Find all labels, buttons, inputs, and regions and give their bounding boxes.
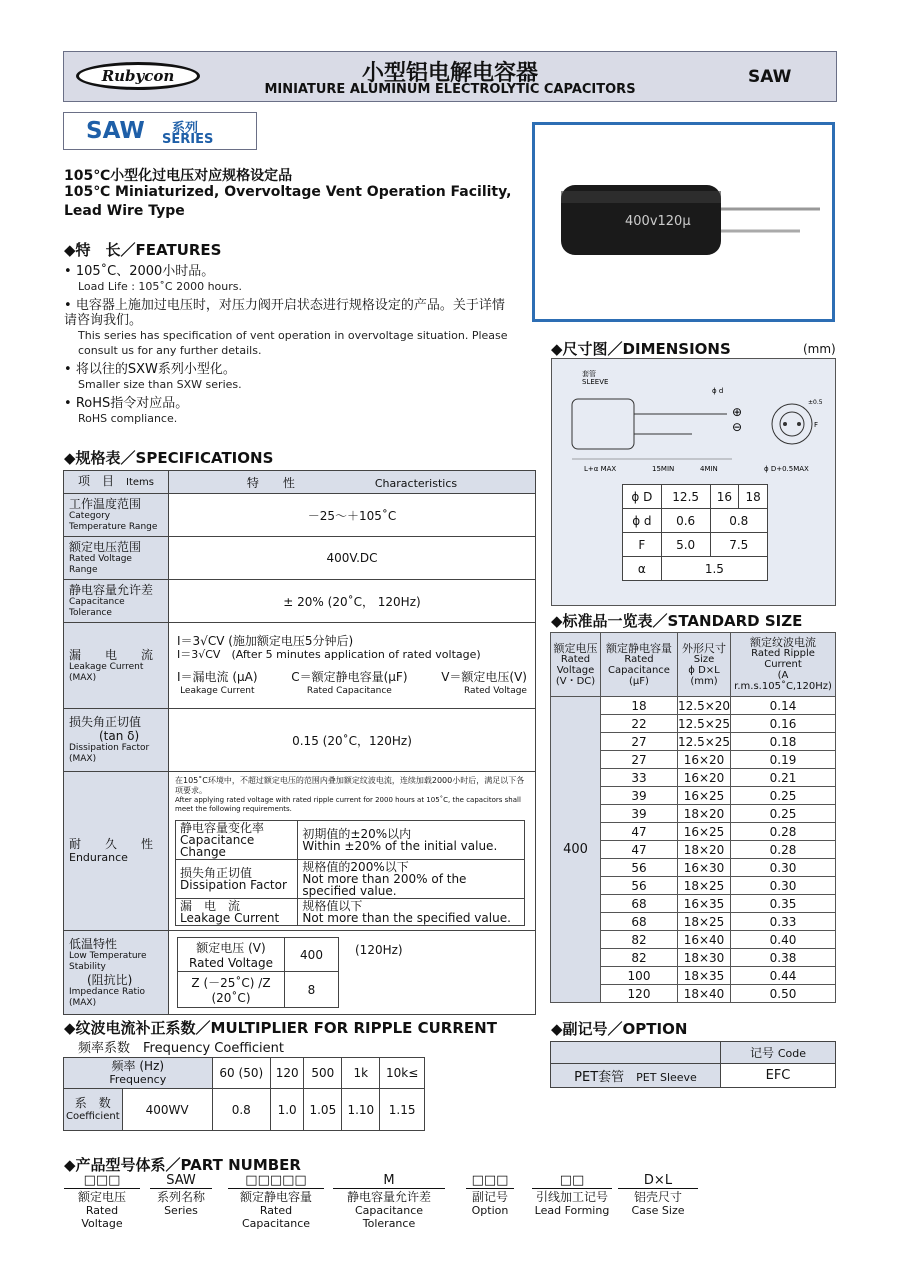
tolerance-label: ±0.5 bbox=[808, 399, 823, 406]
label-en: Leakage Current (MAX) bbox=[69, 661, 144, 683]
std-size: 18×25 bbox=[678, 913, 731, 931]
end-item-en: Leakage Current bbox=[180, 911, 280, 925]
spec-label bbox=[64, 709, 169, 772]
sleeve-cn-label: 套管 bbox=[582, 370, 596, 378]
series-name: SAW bbox=[86, 118, 145, 144]
std-ripple: 0.28 bbox=[731, 841, 836, 859]
option-code-head bbox=[721, 1042, 836, 1064]
std-size: 16×25 bbox=[678, 787, 731, 805]
tagline-cn: 105℃小型化过电压对应规格设定品 bbox=[64, 168, 293, 184]
spec-label bbox=[64, 772, 169, 931]
std-size: 12.5×20 bbox=[678, 698, 731, 713]
ripple-title: ◆纹波电流补正系数／MULTIPLIER FOR RIPPLE CURRENT bbox=[64, 1019, 497, 1037]
std-ripple: 0.44 bbox=[731, 967, 836, 985]
std-head-cn: 外形尺寸 bbox=[682, 641, 727, 655]
part-code: □□□ bbox=[466, 1174, 514, 1189]
end-item bbox=[176, 821, 298, 860]
dim-cell: ϕ d bbox=[623, 509, 662, 533]
dimension-diagram bbox=[552, 359, 835, 479]
std-ripple: 0.28 bbox=[731, 823, 836, 841]
label-cn: 漏 电 流 bbox=[69, 647, 154, 662]
feature-cn: RoHS指令对应品。 bbox=[75, 396, 189, 411]
leak-i-en: Leakage Current bbox=[180, 685, 255, 696]
label-en: Rated Voltage Range bbox=[69, 554, 132, 575]
endurance-note-cn: 在105˚C环境中，不超过额定电压的范围内叠加额定纹波电流，连续加载2000小时后，满足以下各项要求。 bbox=[175, 776, 525, 795]
endurance-detail bbox=[169, 772, 536, 931]
spec-value: －25～＋105˚C bbox=[169, 494, 536, 537]
series-label-cn: 系列 bbox=[172, 121, 199, 136]
dim-cell: 0.8 bbox=[710, 509, 767, 533]
min15-label: 15MIN bbox=[652, 465, 675, 473]
product-photo bbox=[532, 122, 835, 322]
spec-head-item bbox=[64, 471, 169, 494]
endurance-table bbox=[175, 820, 525, 926]
minus-icon: ⊖ bbox=[732, 420, 743, 434]
std-voltage: 400 bbox=[551, 697, 601, 1003]
label-cn2: (tan δ) bbox=[99, 729, 140, 743]
end-req-en: Not more than the specified value. bbox=[302, 911, 511, 925]
std-head-cn: 额定纹波电流 bbox=[750, 636, 817, 649]
low-temp-detail bbox=[169, 931, 536, 1015]
std-capacitance: 47 bbox=[601, 823, 678, 841]
coef-head bbox=[64, 1089, 123, 1131]
endurance-note-en: After applying rated voltage with rated ripple current for 2000 hours at 105˚C, the capacitors shall meet the following requirements. bbox=[175, 796, 521, 813]
feature-en: This series has specification of vent operation in overvoltage situation. Please consult us for any further details. bbox=[78, 329, 508, 357]
coef-cell: 0.8 bbox=[212, 1089, 270, 1131]
dimension-table bbox=[622, 484, 768, 581]
part-segment bbox=[618, 1174, 698, 1217]
standard-row bbox=[551, 697, 836, 715]
spec-value: 0.15 (20˚C，120Hz) bbox=[169, 709, 536, 772]
freq-cell: 120 bbox=[270, 1058, 303, 1089]
std-head-en: Size bbox=[693, 653, 715, 665]
end-req-cn: 初期值的±20%以内 bbox=[302, 827, 412, 841]
std-size: 18×35 bbox=[678, 967, 731, 985]
label-cn2: (阻抗比) bbox=[87, 972, 133, 987]
std-capacitance: 18 bbox=[601, 697, 678, 715]
coef-cell: 1.0 bbox=[270, 1089, 303, 1131]
dim-cell: ϕ D bbox=[623, 485, 662, 509]
series-code: SAW bbox=[748, 67, 792, 87]
freq-cell: 10k≤ bbox=[380, 1058, 425, 1089]
head-cn: 特 性 bbox=[246, 475, 295, 490]
head-cn: 项 目 bbox=[77, 474, 114, 488]
spec-value: 400V.DC bbox=[169, 537, 536, 580]
label-en: Low Temperature Stability bbox=[69, 950, 147, 972]
dim-cell: 7.5 bbox=[710, 533, 767, 557]
page-title-cn: 小型铝电解电容器 bbox=[361, 61, 538, 86]
std-size: 16×20 bbox=[678, 769, 731, 787]
std-size: 12.5×25 bbox=[678, 716, 731, 731]
coef-cell: 1.10 bbox=[342, 1089, 380, 1131]
dim-cell: 18 bbox=[739, 485, 768, 509]
feature-item: • 电容器上施加过电压时，对压力阀开启状态进行规格设定的产品。关于详情请咨询我们。 This series has specification of vent operation in overvoltage situation. Please consult us for any further details. bbox=[64, 298, 514, 358]
feature-item: • RoHS指令对应品。 RoHS compliance. bbox=[64, 396, 514, 426]
std-ripple: 0.16 bbox=[731, 715, 836, 733]
feature-en: RoHS compliance. bbox=[78, 412, 178, 425]
label-en2: Impedance Ratio (MAX) bbox=[69, 986, 146, 1008]
spec-head-char bbox=[169, 471, 536, 494]
std-capacitance: 27 bbox=[601, 733, 678, 751]
end-req bbox=[298, 821, 525, 860]
dim-cell: α bbox=[623, 557, 662, 581]
head-en: Characteristics bbox=[374, 476, 458, 490]
std-head-size bbox=[678, 633, 731, 697]
specs-title: ◆规格表／SPECIFICATIONS bbox=[64, 449, 274, 467]
std-size: 18×25 bbox=[678, 877, 731, 895]
features-list bbox=[64, 264, 514, 430]
std-head-voltage bbox=[551, 633, 601, 697]
std-size: 18×30 bbox=[678, 949, 731, 967]
option-item-cn: PET套管 bbox=[574, 1070, 625, 1085]
feature-item: • 105˚C、2000小时品。 Load Life : 105˚C 2000 hours. bbox=[64, 264, 514, 294]
end-item-cn: 静电容量变化率 bbox=[180, 821, 265, 835]
label-cn: 低温特性 bbox=[69, 936, 118, 951]
part-code: SAW bbox=[150, 1174, 212, 1189]
std-head-en: Rated Ripple Current bbox=[751, 648, 815, 670]
option-blank bbox=[551, 1042, 721, 1064]
std-head-cn: 额定电压 bbox=[553, 641, 598, 655]
leak-v-en: Rated Voltage bbox=[464, 685, 527, 696]
std-ripple: 0.35 bbox=[731, 895, 836, 913]
leak-c-en: Rated Capacitance bbox=[306, 685, 392, 696]
standard-table bbox=[550, 632, 836, 1003]
std-ripple: 0.40 bbox=[731, 931, 836, 949]
std-head-capacitance bbox=[601, 633, 678, 697]
feature-cn: 将以往的SXW系列小型化。 bbox=[75, 362, 236, 377]
end-req bbox=[298, 860, 525, 899]
leak-c-cn: C＝额定静电容量(μF) bbox=[291, 669, 408, 684]
coef-cell: 1.15 bbox=[380, 1089, 425, 1131]
freq-cell: 1k bbox=[342, 1058, 380, 1089]
std-capacitance: 56 bbox=[601, 859, 678, 877]
std-head-cn: 额定静电容量 bbox=[606, 641, 672, 655]
option-item bbox=[551, 1064, 721, 1088]
spec-label bbox=[64, 623, 169, 709]
option-title: ◆副记号／OPTION bbox=[551, 1020, 688, 1038]
ripple-table bbox=[63, 1057, 425, 1131]
label-cn: 额定电压范围 bbox=[69, 540, 142, 554]
rv-head-en: Rated Voltage bbox=[189, 956, 273, 970]
std-capacitance: 39 bbox=[601, 787, 678, 805]
phid-label: ϕ d bbox=[712, 387, 724, 395]
wv-cell: 400WV bbox=[122, 1089, 212, 1131]
part-segment bbox=[532, 1174, 612, 1217]
spec-label bbox=[64, 494, 169, 537]
std-size: 16×25 bbox=[678, 823, 731, 841]
part-title: ◆产品型号体系／PART NUMBER bbox=[64, 1156, 301, 1174]
part-cn: 引线加工记号 bbox=[535, 1190, 608, 1204]
leak-formula bbox=[169, 623, 536, 709]
std-ripple: 0.38 bbox=[731, 949, 836, 967]
tagline-en-1: 105℃ Miniaturized, Overvoltage Vent Operation Facility, bbox=[64, 184, 512, 200]
label-cn: 耐 久 性 bbox=[69, 837, 154, 851]
std-head-en: Rated Capacitance (μF) bbox=[608, 653, 670, 687]
dimension-drawing bbox=[551, 358, 836, 606]
std-ripple: 0.18 bbox=[731, 733, 836, 751]
dim-cell: 12.5 bbox=[661, 485, 710, 509]
std-capacitance: 82 bbox=[601, 949, 678, 967]
part-en: Rated Capacitance bbox=[241, 1204, 311, 1230]
leak-v-cn: V＝额定电压(V) bbox=[441, 669, 527, 684]
std-head-ripple bbox=[731, 633, 836, 697]
std-capacitance: 27 bbox=[601, 751, 678, 769]
part-cn: 静电容量允许差 bbox=[346, 1190, 431, 1204]
leak-i bbox=[177, 670, 258, 698]
sleeve-en-label: SLEEVE bbox=[582, 378, 609, 386]
part-code: D×L bbox=[618, 1174, 698, 1189]
leak-c bbox=[291, 670, 407, 698]
coef-head-cn: 系 数 bbox=[74, 1095, 111, 1110]
end-item bbox=[176, 899, 298, 926]
feature-en: Load Life : 105˚C 2000 hours. bbox=[78, 280, 242, 293]
label-en: Dissipation Factor (MAX) bbox=[69, 743, 150, 764]
part-code: □□□ bbox=[64, 1174, 140, 1189]
end-item-cn: 损失角正切值 bbox=[180, 866, 253, 880]
leak-formula-cn: I＝3√CV (施加额定电压5分钟后) bbox=[177, 633, 354, 648]
svg-text:400v120μ: 400v120μ bbox=[625, 214, 691, 229]
part-cn: 额定电压 bbox=[77, 1190, 126, 1204]
std-ripple: 0.30 bbox=[731, 859, 836, 877]
part-code: □□□□□ bbox=[228, 1174, 324, 1189]
std-size: 18×40 bbox=[678, 985, 731, 1003]
code-head-cn: 记号 bbox=[749, 1046, 774, 1060]
end-item bbox=[176, 860, 298, 899]
coef-head-en: Coefficient bbox=[66, 1110, 120, 1122]
std-capacitance: 47 bbox=[601, 841, 678, 859]
z-ratio-label: Z (－25˚C) /Z (20˚C) bbox=[178, 972, 285, 1008]
ripple-subtitle: 频率系数 Frequency Coefficient bbox=[78, 1041, 284, 1056]
capacitor-image bbox=[535, 125, 832, 319]
feature-en: Smaller size than SXW series. bbox=[78, 378, 242, 391]
part-cn: 副记号 bbox=[471, 1190, 508, 1204]
std-capacitance: 39 bbox=[601, 805, 678, 823]
label-en: Category Temperature Range bbox=[69, 511, 158, 532]
part-en: Lead Forming bbox=[534, 1204, 610, 1217]
dimensions-unit: (mm) bbox=[803, 342, 836, 356]
series-label-en: SERIES bbox=[162, 132, 214, 147]
spec-table bbox=[63, 470, 536, 1015]
std-size: 16×20 bbox=[678, 751, 731, 769]
part-cn: 铝壳尺寸 bbox=[633, 1190, 682, 1204]
dimensions-title: ◆尺寸图／DIMENSIONS bbox=[551, 340, 731, 358]
std-size: 16×40 bbox=[678, 931, 731, 949]
freq-cell: 500 bbox=[304, 1058, 342, 1089]
std-capacitance: 68 bbox=[601, 895, 678, 913]
end-req bbox=[298, 899, 525, 926]
std-ripple: 0.33 bbox=[731, 913, 836, 931]
freq-head-en: Frequency bbox=[109, 1073, 167, 1086]
dim-cell: 16 bbox=[710, 485, 739, 509]
plus-icon: ⊕ bbox=[732, 405, 743, 419]
low-temp-freq: (120Hz) bbox=[355, 943, 403, 957]
feature-item: • 将以往的SXW系列小型化。 Smaller size than SXW series. bbox=[64, 362, 514, 392]
end-item-en: Dissipation Factor bbox=[180, 878, 287, 892]
part-en: Series bbox=[164, 1204, 198, 1217]
rv-head bbox=[178, 938, 285, 972]
option-item-en: PET Sleeve bbox=[636, 1071, 697, 1084]
std-capacitance: 120 bbox=[601, 985, 678, 1003]
std-head-unit: (mm) bbox=[690, 675, 718, 687]
label-en: Capacitance Tolerance bbox=[69, 597, 125, 618]
option-table bbox=[550, 1041, 836, 1088]
std-size: 18×20 bbox=[678, 841, 731, 859]
std-ripple: 0.25 bbox=[731, 787, 836, 805]
part-en: Case Size bbox=[631, 1204, 685, 1217]
part-segment bbox=[150, 1174, 212, 1217]
part-segment bbox=[333, 1174, 445, 1230]
std-size: 16×35 bbox=[678, 895, 731, 913]
rv-value: 400 bbox=[285, 938, 339, 972]
std-capacitance: 82 bbox=[601, 931, 678, 949]
spec-label bbox=[64, 931, 169, 1015]
std-head-unit: (A r.m.s.105˚C,120Hz) bbox=[734, 670, 832, 692]
min4-label: 4MIN bbox=[700, 465, 718, 473]
std-capacitance: 33 bbox=[601, 769, 678, 787]
std-size: 12.5×25 bbox=[678, 734, 731, 749]
leak-legend bbox=[177, 670, 527, 698]
std-ripple: 0.25 bbox=[731, 805, 836, 823]
spec-label bbox=[64, 537, 169, 580]
label-cn: 损失角正切值 bbox=[69, 715, 142, 729]
end-item-cn: 漏 电 流 bbox=[180, 899, 241, 913]
spec-label bbox=[64, 580, 169, 623]
std-ripple: 0.14 bbox=[731, 697, 836, 715]
std-ripple: 0.50 bbox=[731, 985, 836, 1003]
dim-cell: 0.6 bbox=[661, 509, 710, 533]
part-cn: 系列名称 bbox=[156, 1190, 205, 1204]
rv-head-cn: 额定电压 (V) bbox=[196, 941, 266, 955]
brand-logo: Rubycon bbox=[76, 62, 200, 90]
spec-value: ± 20% (20˚C， 120Hz) bbox=[169, 580, 536, 623]
leak-formula-en: I＝3√CV (After 5 minutes application of rated voltage) bbox=[177, 647, 481, 661]
std-ripple: 0.21 bbox=[731, 769, 836, 787]
code-head-en: Code bbox=[777, 1047, 806, 1060]
freq-cell: 60 (50) bbox=[212, 1058, 270, 1089]
tagline-en-2: Lead Wire Type bbox=[64, 203, 185, 219]
std-size: 18×20 bbox=[678, 805, 731, 823]
low-temp-table bbox=[177, 937, 339, 1008]
length-label: L+α MAX bbox=[584, 465, 617, 473]
std-ripple: 0.19 bbox=[731, 751, 836, 769]
label-cn: 工作温度范围 bbox=[69, 497, 142, 511]
dim-cell: F bbox=[623, 533, 662, 557]
part-segment bbox=[64, 1174, 140, 1230]
end-req-en: Within ±20% of the initial value. bbox=[302, 839, 498, 853]
page-title-en: MINIATURE ALUMINUM ELECTROLYTIC CAPACITORS bbox=[264, 82, 636, 97]
end-req-cn: 规格值以下 bbox=[302, 899, 363, 913]
dmax-label: ϕ D+0.5MAX bbox=[764, 465, 809, 473]
option-code: EFC bbox=[721, 1064, 836, 1088]
freq-head-cn: 频率 (Hz) bbox=[111, 1059, 165, 1073]
leak-i-cn: I＝漏电流 (μA) bbox=[177, 669, 258, 684]
label-cn: 静电容量允许差 bbox=[69, 583, 154, 597]
std-head-unit: (V・DC) bbox=[555, 675, 596, 687]
dim-cell: 5.0 bbox=[661, 533, 710, 557]
feature-cn: 105˚C、2000小时品。 bbox=[75, 264, 215, 279]
features-title: ◆特 长／FEATURES bbox=[64, 241, 222, 259]
part-en: Option bbox=[471, 1204, 509, 1217]
end-req-cn: 规格值的200%以下 bbox=[302, 860, 409, 874]
std-head-en: Rated Voltage bbox=[556, 653, 595, 676]
coef-cell: 1.05 bbox=[304, 1089, 342, 1131]
part-en: Capacitance Tolerance bbox=[354, 1204, 424, 1230]
part-code: M bbox=[333, 1174, 445, 1189]
freq-head bbox=[64, 1058, 213, 1089]
std-capacitance: 100 bbox=[601, 967, 678, 985]
std-capacitance: 22 bbox=[601, 715, 678, 733]
part-segment bbox=[466, 1174, 514, 1217]
part-code: □□ bbox=[532, 1174, 612, 1189]
label-en: Endurance bbox=[69, 851, 128, 864]
head-en: Items bbox=[126, 477, 154, 488]
std-capacitance: 56 bbox=[601, 877, 678, 895]
standard-title: ◆标准品一览表／STANDARD SIZE bbox=[551, 612, 803, 630]
part-en: Rated Voltage bbox=[81, 1204, 123, 1230]
std-head-dl: ϕ D×L bbox=[688, 664, 720, 676]
end-item-en: Capacitance Change bbox=[180, 833, 255, 859]
std-capacitance: 68 bbox=[601, 913, 678, 931]
part-segment bbox=[228, 1174, 324, 1230]
std-size: 16×30 bbox=[678, 859, 731, 877]
dim-cell: 1.5 bbox=[661, 557, 767, 581]
f-label: F bbox=[814, 421, 819, 429]
leak-v bbox=[441, 670, 527, 698]
end-req-en: Not more than 200% of the specified value. bbox=[302, 872, 467, 898]
part-cn: 额定静电容量 bbox=[239, 1190, 312, 1204]
std-ripple: 0.30 bbox=[731, 877, 836, 895]
feature-cn: 电容器上施加过电压时，对压力阀开启状态进行规格设定的产品。关于详情请咨询我们。 bbox=[64, 298, 505, 328]
z-ratio-value: 8 bbox=[285, 972, 339, 1008]
